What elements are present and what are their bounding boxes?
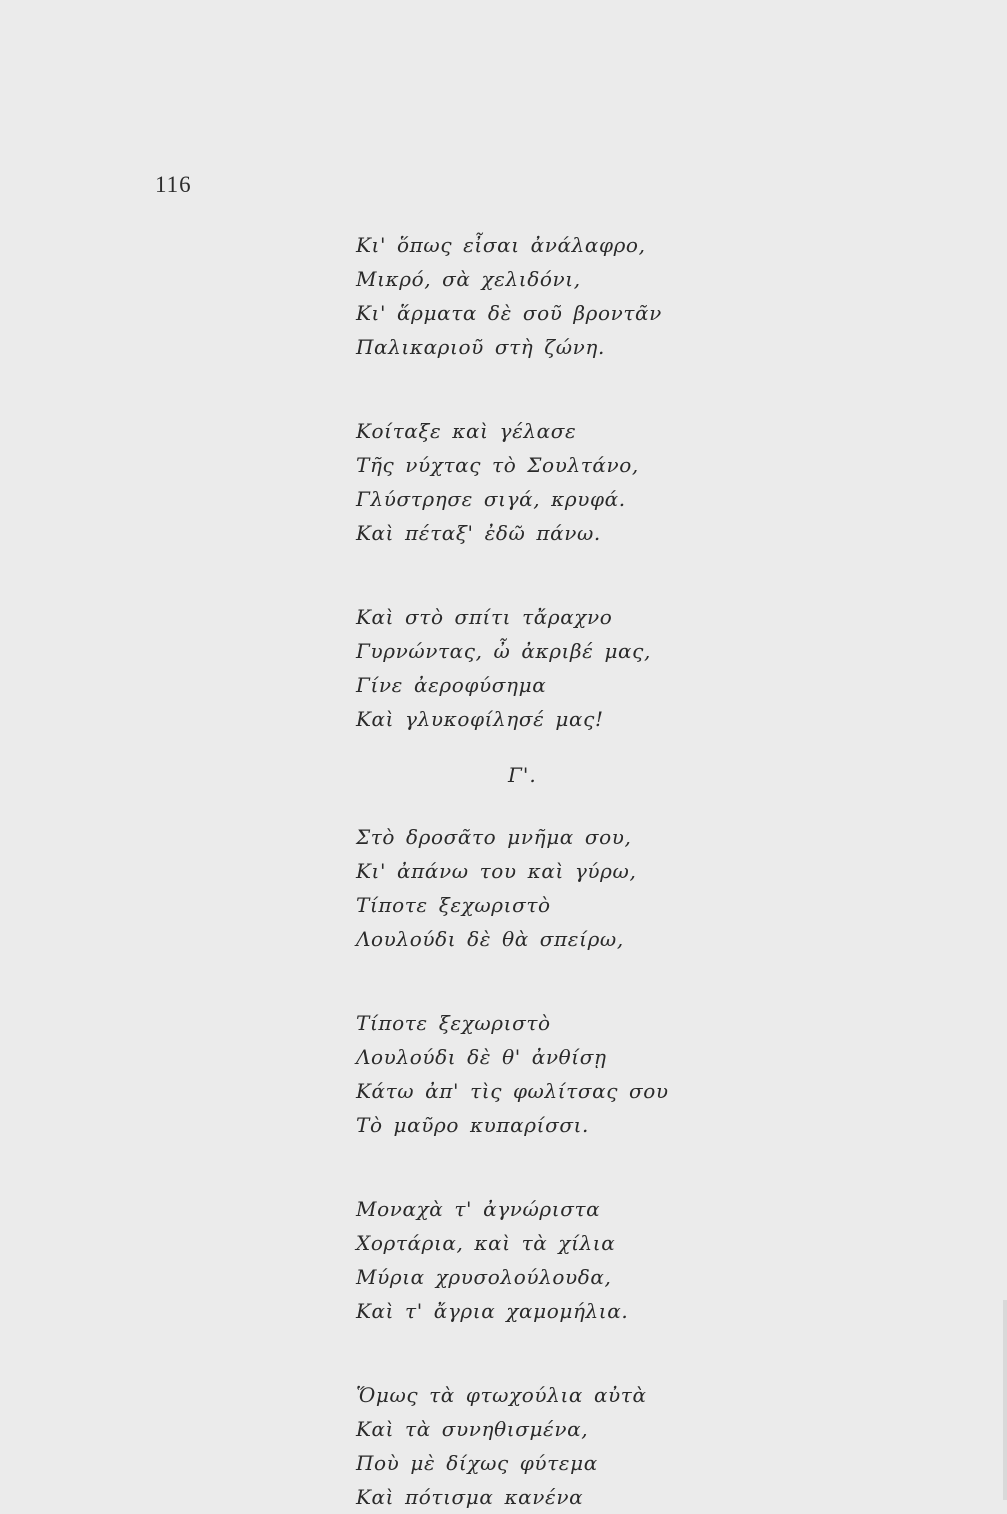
verse-line: Γλύστρησε σιγά, κρυφά.: [356, 487, 626, 511]
verse-line: Τίποτε ξεχωριστὸ: [356, 1011, 551, 1035]
verse-line: Λουλούδι δὲ θ' ἀνθίσῃ: [356, 1045, 607, 1069]
verse-line: Καὶ πέταξ' ἐδῶ πάνω.: [356, 521, 601, 545]
stanza: [356, 820, 956, 956]
stanza: [356, 1192, 956, 1328]
verse-line: Ὅμως τὰ φτωχούλια αὐτὰ: [356, 1383, 647, 1407]
verse-line: Μύρια χρυσολούλουδα,: [356, 1265, 612, 1289]
verse-line: Γυρνώντας, ὦ ἀκριβέ μας,: [356, 639, 651, 663]
page-edge-shadow: [1003, 1300, 1007, 1500]
stanza-gap: [356, 1328, 956, 1378]
verse-line: Γίνε ἀεροφύσημα: [356, 673, 547, 697]
verse-line: Μοναχὰ τ' ἀγνώριστα: [356, 1197, 601, 1221]
verse-line: Κοίταξε καὶ γέλασε: [356, 419, 577, 443]
stanza: [356, 600, 956, 736]
verse-line: Μικρό, σὰ χελιδόνι,: [356, 267, 581, 291]
verse-line: Κι' ἅρματα δὲ σοῦ βροντᾶν: [356, 301, 662, 325]
page-number: 116: [155, 172, 192, 197]
verse-line: Τὸ μαῦρο κυπαρίσσι.: [356, 1113, 589, 1137]
verse-line: Καὶ γλυκοφίλησέ μας!: [356, 707, 604, 731]
verse-line: Παλικαριοῦ στὴ ζώνη.: [356, 335, 605, 359]
verse-line: Καὶ στὸ σπίτι τἄραχνο: [356, 605, 613, 629]
section-heading: Γ'.: [508, 763, 537, 787]
stanza: [356, 228, 956, 364]
stanza-gap: [356, 550, 956, 600]
poem: [356, 228, 956, 1514]
verse-line: Τῆς νύχτας τὸ Σουλτάνο,: [356, 453, 639, 477]
verse-line: Ποὺ μὲ δίχως φύτεμα: [356, 1451, 598, 1475]
verse-line: Χορτάρια, καὶ τὰ χίλια: [356, 1231, 616, 1255]
stanza: [356, 1006, 956, 1142]
verse-line: Κάτω ἀπ' τὶς φωλίτσας σου: [356, 1079, 669, 1103]
verse-line: Κι' ἀπάνω του καὶ γύρω,: [356, 859, 637, 883]
verse-line: Καὶ πότισμα κανένα: [356, 1485, 584, 1509]
verse-line: Λουλούδι δὲ θὰ σπείρω,: [356, 927, 624, 951]
stanza-gap: [356, 956, 956, 1006]
verse-line: Στὸ δροσᾶτο μνῆμα σου,: [356, 825, 632, 849]
stanza-gap: [356, 364, 956, 414]
stanza: [356, 1378, 956, 1514]
verse-line: Κι' ὅπως εἶσαι ἀνάλαφρο,: [356, 233, 646, 257]
verse-line: Τίποτε ξεχωριστὸ: [356, 893, 551, 917]
verse-line: Καὶ τὰ συνηθισμένα,: [356, 1417, 589, 1441]
stanza: [356, 414, 956, 550]
verse-line: Καὶ τ' ἄγρια χαμομήλια.: [356, 1299, 629, 1323]
stanza-gap: [356, 1142, 956, 1192]
